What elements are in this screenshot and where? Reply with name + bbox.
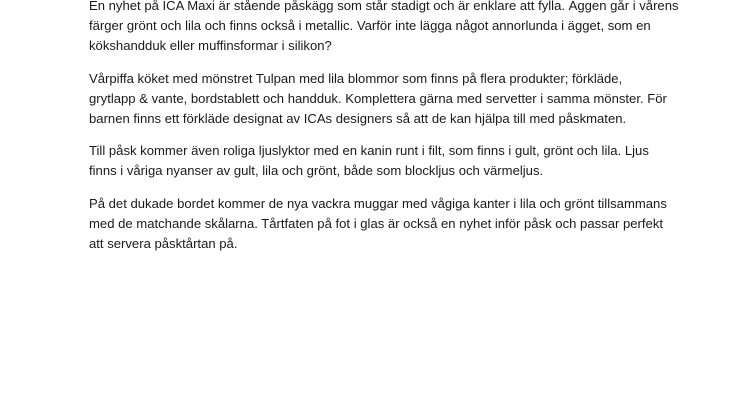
text-line: att servera påsktårtan på.	[89, 236, 238, 252]
body-text	[89, 0, 679, 266]
text-line: finns i våriga nyanser av gult, lila och grönt, både som blockljus och värmeljus.	[89, 163, 544, 179]
text-line: Vårpiffa köket med mönstret Tulpan med lila blommor som finns på flera produkter; förkläde,	[89, 70, 623, 86]
paragraph-table-setting	[89, 194, 669, 255]
text-line: På det dukade bordet kommer de nya vackra muggar med vågiga kanter i lila och grönt tillsammans	[89, 195, 667, 211]
text-line: kökshandduk eller muffinsformar i silikon?	[89, 38, 332, 54]
text-line: färger grönt och lila och finns också i metallic. Varför inte lägga något annorlunda i ägget, som en	[89, 18, 651, 34]
paragraph-lanterns-candles	[89, 141, 669, 181]
text-line: grytlapp & vante, bordstablett och handduk. Komplettera gärna med servetter i samma mönster. För	[89, 90, 667, 106]
text-line: En nyhet på ICA Maxi är stående påskägg som står stadigt och är enklare att fylla. Äggen går i vårens	[89, 0, 679, 13]
text-line: med de matchande skålarna. Tårtfaten på fot i glas är också en nyhet inför påsk och passar perfekt	[89, 215, 664, 231]
text-line: barnen finns ett förkläde designat av ICAs designers så att de kan hjälpa till med påskmaten.	[89, 111, 627, 127]
paragraph-tulpan-pattern	[89, 69, 669, 130]
paragraph-easter-eggs	[89, 0, 679, 57]
text-line: Till påsk kommer även roliga ljuslyktor med en kanin runt i filt, som finns i gult, grönt och lila. Ljus	[89, 143, 649, 159]
